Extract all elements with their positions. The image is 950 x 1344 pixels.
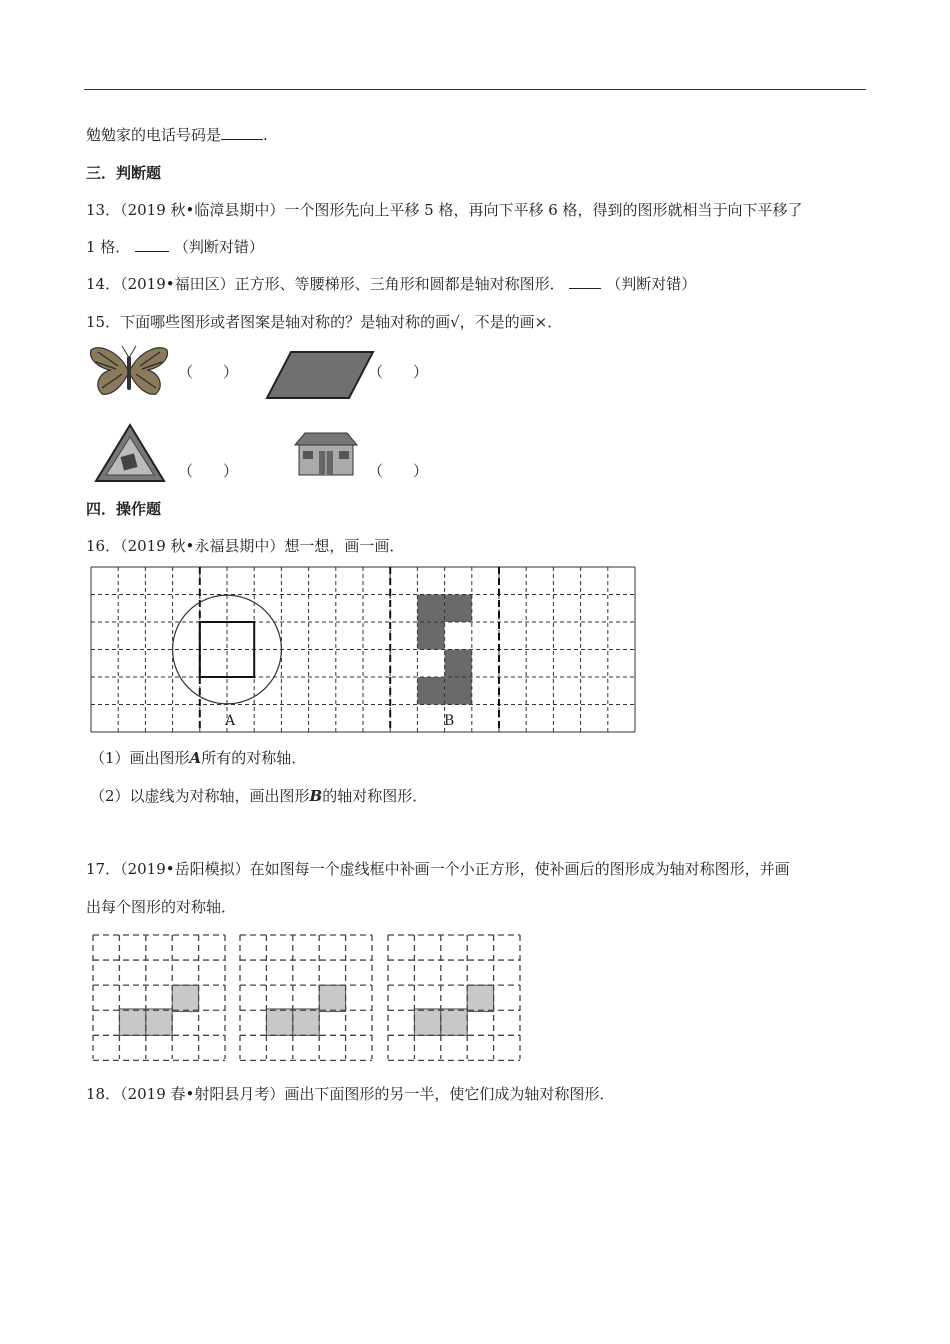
- shaded-square: [119, 1009, 145, 1035]
- q12-text: 勉勉家的电话号码是: [86, 126, 222, 144]
- shaded-square: [467, 985, 493, 1011]
- parallelogram-image: [267, 350, 373, 400]
- question-16-part2: （2）以虚线为对称轴，画出图形B的轴对称图形．: [90, 787, 428, 805]
- section-title-operation: 四．操作题: [86, 500, 162, 518]
- figure-b-cell: [445, 677, 472, 705]
- question-13-line2: 1 格． （判断对错）: [86, 238, 264, 256]
- figure-b-cell: [417, 622, 444, 650]
- warning-sign-image: [94, 423, 166, 483]
- shaded-square: [319, 985, 345, 1011]
- section-title-judgement: 三．判断题: [86, 164, 162, 182]
- figure-a-label: A: [225, 713, 236, 729]
- question-17-line1: 17．（2019•岳阳模拟）在如图每一个虚线框中补画一个小正方形，使补画后的图形成为轴对称图形，并画: [86, 860, 790, 878]
- q15-answer-2[interactable]: （ ）: [368, 363, 429, 381]
- shaded-square: [414, 1009, 440, 1035]
- q17-grid-1[interactable]: [91, 933, 225, 1061]
- q13-answer-blank[interactable]: [135, 237, 169, 252]
- q14-answer-blank[interactable]: [569, 274, 601, 289]
- q15-answer-4[interactable]: （ ）: [368, 462, 429, 480]
- shaded-square: [146, 1009, 172, 1035]
- shaded-square: [441, 1009, 467, 1035]
- figure-b-cell: [445, 595, 472, 623]
- question-17-line2: 出每个图形的对称轴．: [86, 898, 237, 916]
- q15-answer-1[interactable]: （ ）: [178, 363, 239, 381]
- figure-b-cell: [445, 650, 472, 678]
- question-13-line1: 13．（2019 秋•临漳县期中）一个图形先向上平移 5 格，再向下平移 6 格，得到的图形就相当于向下平移了: [86, 201, 803, 219]
- question-15: 15．下面哪些图形或者图案是轴对称的？是轴对称的画√，不是的画×．: [86, 313, 563, 331]
- q16-grid-figure[interactable]: [91, 567, 635, 733]
- question-16: 16．（2019 秋•永福县期中）想一想，画一画．: [86, 537, 405, 555]
- question-14: 14．（2019•福田区）正方形、等腰梯形、三角形和圆都是轴对称图形． （判断对错）: [86, 275, 697, 293]
- q12-blank[interactable]: [221, 125, 263, 140]
- question-18: 18．（2019 春•射阳县月考）画出下面图形的另一半，使它们成为轴对称图形．: [86, 1085, 615, 1103]
- butterfly-image: [88, 342, 170, 400]
- figure-b-cell: [417, 677, 444, 705]
- q17-grid-3[interactable]: [386, 933, 520, 1061]
- q17-grid-2[interactable]: [238, 933, 372, 1061]
- figure-b-cell: [417, 595, 444, 623]
- q15-answer-3[interactable]: （ ）: [178, 462, 239, 480]
- shaded-square: [172, 985, 198, 1011]
- shaded-square: [266, 1009, 292, 1035]
- figure-b-label: B: [444, 713, 455, 729]
- q12-tail: 勉勉家的电话号码是 .: [86, 126, 268, 144]
- header-rule: [84, 89, 866, 90]
- question-16-part1: （1）画出图形A所有的对称轴．: [90, 749, 307, 767]
- shaded-square: [293, 1009, 319, 1035]
- house-image: [289, 431, 363, 477]
